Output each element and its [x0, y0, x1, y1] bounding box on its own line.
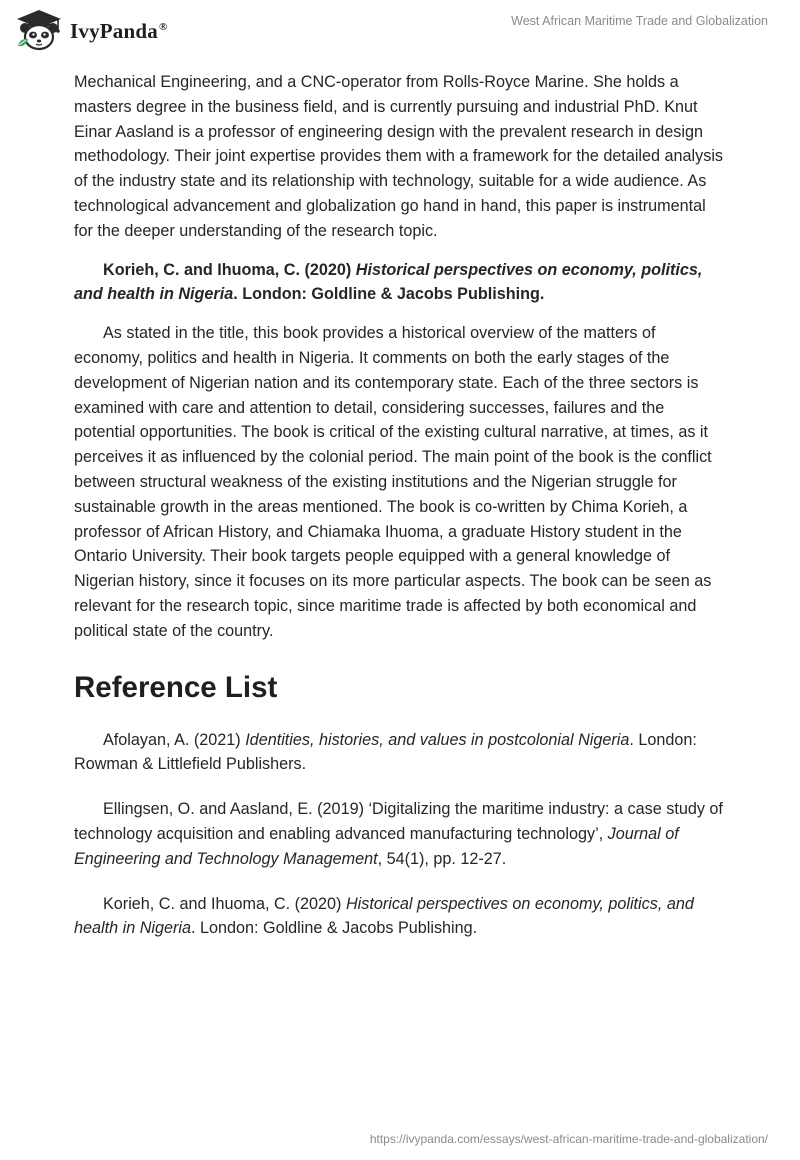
reference-list-heading: Reference List: [74, 670, 278, 704]
reference-text: Afolayan, A. (2021): [103, 730, 246, 749]
reference-item: [74, 892, 728, 942]
reference-text: . London: Rowman & Littlefield Publishers.: [74, 730, 697, 774]
ivypanda-logo[interactable]: [14, 8, 167, 54]
annotation-paragraph: As stated in the title, this book provides a historical overview of the matters of economy, politics and health in Nigeria. It comments on both the early stages of the development of Nigerian nation and its contemporary state. Each of the three sectors is examined with care and attention to detail, considering successes, failures and the potential opportunities. The book is critical of the existing cultural narrative, at times, as it perceives it as influenced by the colonial period. The main point of the book is the conflict between structural weakness of the existing institutions and the Nigerian struggle for sustainable growth in the areas mentioned. The book is co-written by Chima Korieh, a professor of African History, and Chiamaka Ihuoma, a graduate History student in the Ontario University. Their book targets people equipped with a general knowledge of Nigerian history, since it focuses on its more particular aspects. The book can be seen as relevant for the research topic, since maritime trade is affected by both economical and political state of the country.: [74, 324, 712, 640]
panda-logo-icon: [14, 8, 64, 54]
reference-title: Journal of Engineering and Technology Management: [74, 824, 679, 868]
source-url[interactable]: https://ivypanda.com/essays/west-african-maritime-trade-and-globalization/: [369, 1132, 768, 1146]
paragraph-continuation: Mechanical Engineering, and a CNC-operator from Rolls-Royce Marine. She holds a masters degree in the business field, and is currently pursuing and industrial PhD. Knut Einar Aasland is a professor of engineering design with the prevalent research in design methodology. Their joint expertise provides them with a framework for the detailed analysis of the industry state and its relationship with technology, suitable for a wide audience. As technological advancement and globalization go hand in hand, this paper is instrumental for the deeper understanding of the research topic.: [74, 73, 724, 240]
citation-title: Historical perspectives on economy, politics, and health in Nigeria: [74, 260, 703, 304]
citation-authors: Korieh, C. and Ihuoma, C. (2020): [103, 260, 356, 279]
reference-text: , 54(1), pp. 12-27.: [377, 849, 507, 868]
annotated-citation: [74, 258, 728, 308]
reference-text: Korieh, C. and Ihuoma, C. (2020): [103, 894, 346, 913]
citation-publisher: . London: Goldline & Jacobs Publishing.: [233, 285, 545, 304]
page-header: [0, 0, 800, 62]
reference-text: Ellingsen, O. and Aasland, E. (2019) ‘Digitalizing the maritime industry: a case study of technology acquisition and enabling advanced manufacturing technology’,: [74, 800, 723, 843]
reference-item: [74, 797, 728, 871]
reference-title: Identities, histories, and values in postcolonial Nigeria: [245, 730, 630, 749]
reference-item: [74, 728, 728, 778]
reference-title: Historical perspectives on economy, politics, and health in Nigeria: [74, 894, 694, 938]
document-title: West African Maritime Trade and Globalization: [511, 14, 768, 28]
essay-content: [74, 70, 728, 941]
reference-text: . London: Goldline & Jacobs Publishing.: [190, 919, 478, 938]
brand-name: IvyPanda®: [70, 18, 168, 43]
